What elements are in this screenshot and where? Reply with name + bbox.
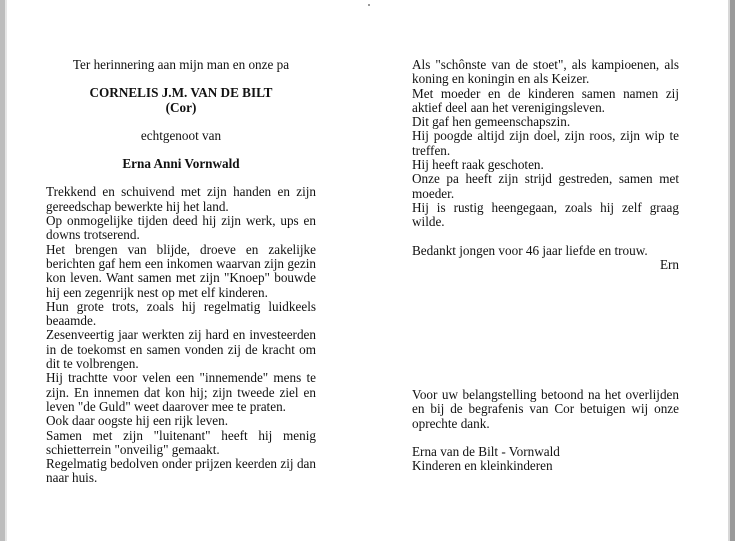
signature-line-2: Kinderen en kleinkinderen [412,458,553,474]
left-paragraph-5: Zesenveertig jaar werkten zij hard en investeerden in de toekomst en samen vonden zij de kracht om dit te volbrengen. [46,327,316,372]
right-paragraph-7: Hij is rustig heengegaan, zoals hij zelf graag wilde. [412,199,679,230]
left-paragraph-8: Samen met zijn "luitenant" heeft hij menig schietterrein "onveilig" gemaakt. [46,427,316,457]
signature-short: Ern [659,256,679,272]
left-paragraph-2: Op onmogelijke tijden deed hij zijn werk, ups en downs trotserend. [46,213,316,243]
fold-mark [368,4,370,6]
relation-line: echtgenoot van [140,127,222,143]
left-paragraph-9: Regelmatig bedolven onder prijzen keerden zij dan naar huis. [46,456,316,486]
right-paragraph-5: Hij heeft raak geschoten. [412,157,544,173]
right-column [412,58,679,272]
right-paragraph-1: Als "schônste van de stoet", als kampioenen, als koning en koningin en als Keizer. [412,57,679,87]
left-paragraph-1: Trekkend en schuivend met zijn handen en zijn gereedschap bewerkte hij het land. [46,184,316,214]
right-paragraph-2: Met moeder en de kinderen samen namen zij aktief deel aan het verenigingsleven. [412,85,679,115]
deceased-name: CORNELIS J.M. VAN DE BILT [89,85,273,101]
spouse-name: Erna Anni Vornwald [122,156,240,172]
left-paragraph-6: Hij trachtte voor velen een "innemende" mens te zijn. En innemen dat kon hij; zijn tweede ziel en leven "de Guld" weet daarover mee te praten. [46,370,316,414]
acknowledgement-block [412,388,679,473]
right-paragraph-6: Onze pa heeft zijn strijd gestreden, samen met moeder. [412,171,679,201]
deceased-nickname: (Cor) [165,99,197,115]
right-paragraph-3: Dit gaf hen gemeenschapszin. [412,114,571,130]
left-paragraph-4: Hun grote trots, zoals hij regelmatig luidkeels beaamde. [46,298,316,329]
left-border-inner [5,0,7,541]
left-paragraph-7: Ook daar oogste hij een rijk leven. [46,413,229,429]
right-paragraph-4: Hij poogde altijd zijn doel, zijn roos, zijn wip te treffen. [412,128,679,158]
signature-line-1: Erna van de Bilt - Vornwald [412,443,560,459]
left-paragraph-3: Het brengen van blijde, droeve en zakelijke berichten gaf hem een inkomen waarvan zijn gezin kon leven. Want samen met zijn "Knoep" bouwde hij een zegenrijk nest op met elf kinderen. [46,241,316,300]
right-border [730,0,735,541]
intro-line: Ter herinnering aan mijn man en onze pa [72,57,290,72]
thanks-line: Bedankt jongen voor 46 jaar liefde en trouw. [412,242,648,258]
acknowledgement-text: Voor uw belangstelling betoond na het overlijden en bij de begrafenis van Cor betuigen wij onze oprechte dank. [412,387,679,431]
left-column [46,58,316,486]
right-border-inner [728,0,730,541]
